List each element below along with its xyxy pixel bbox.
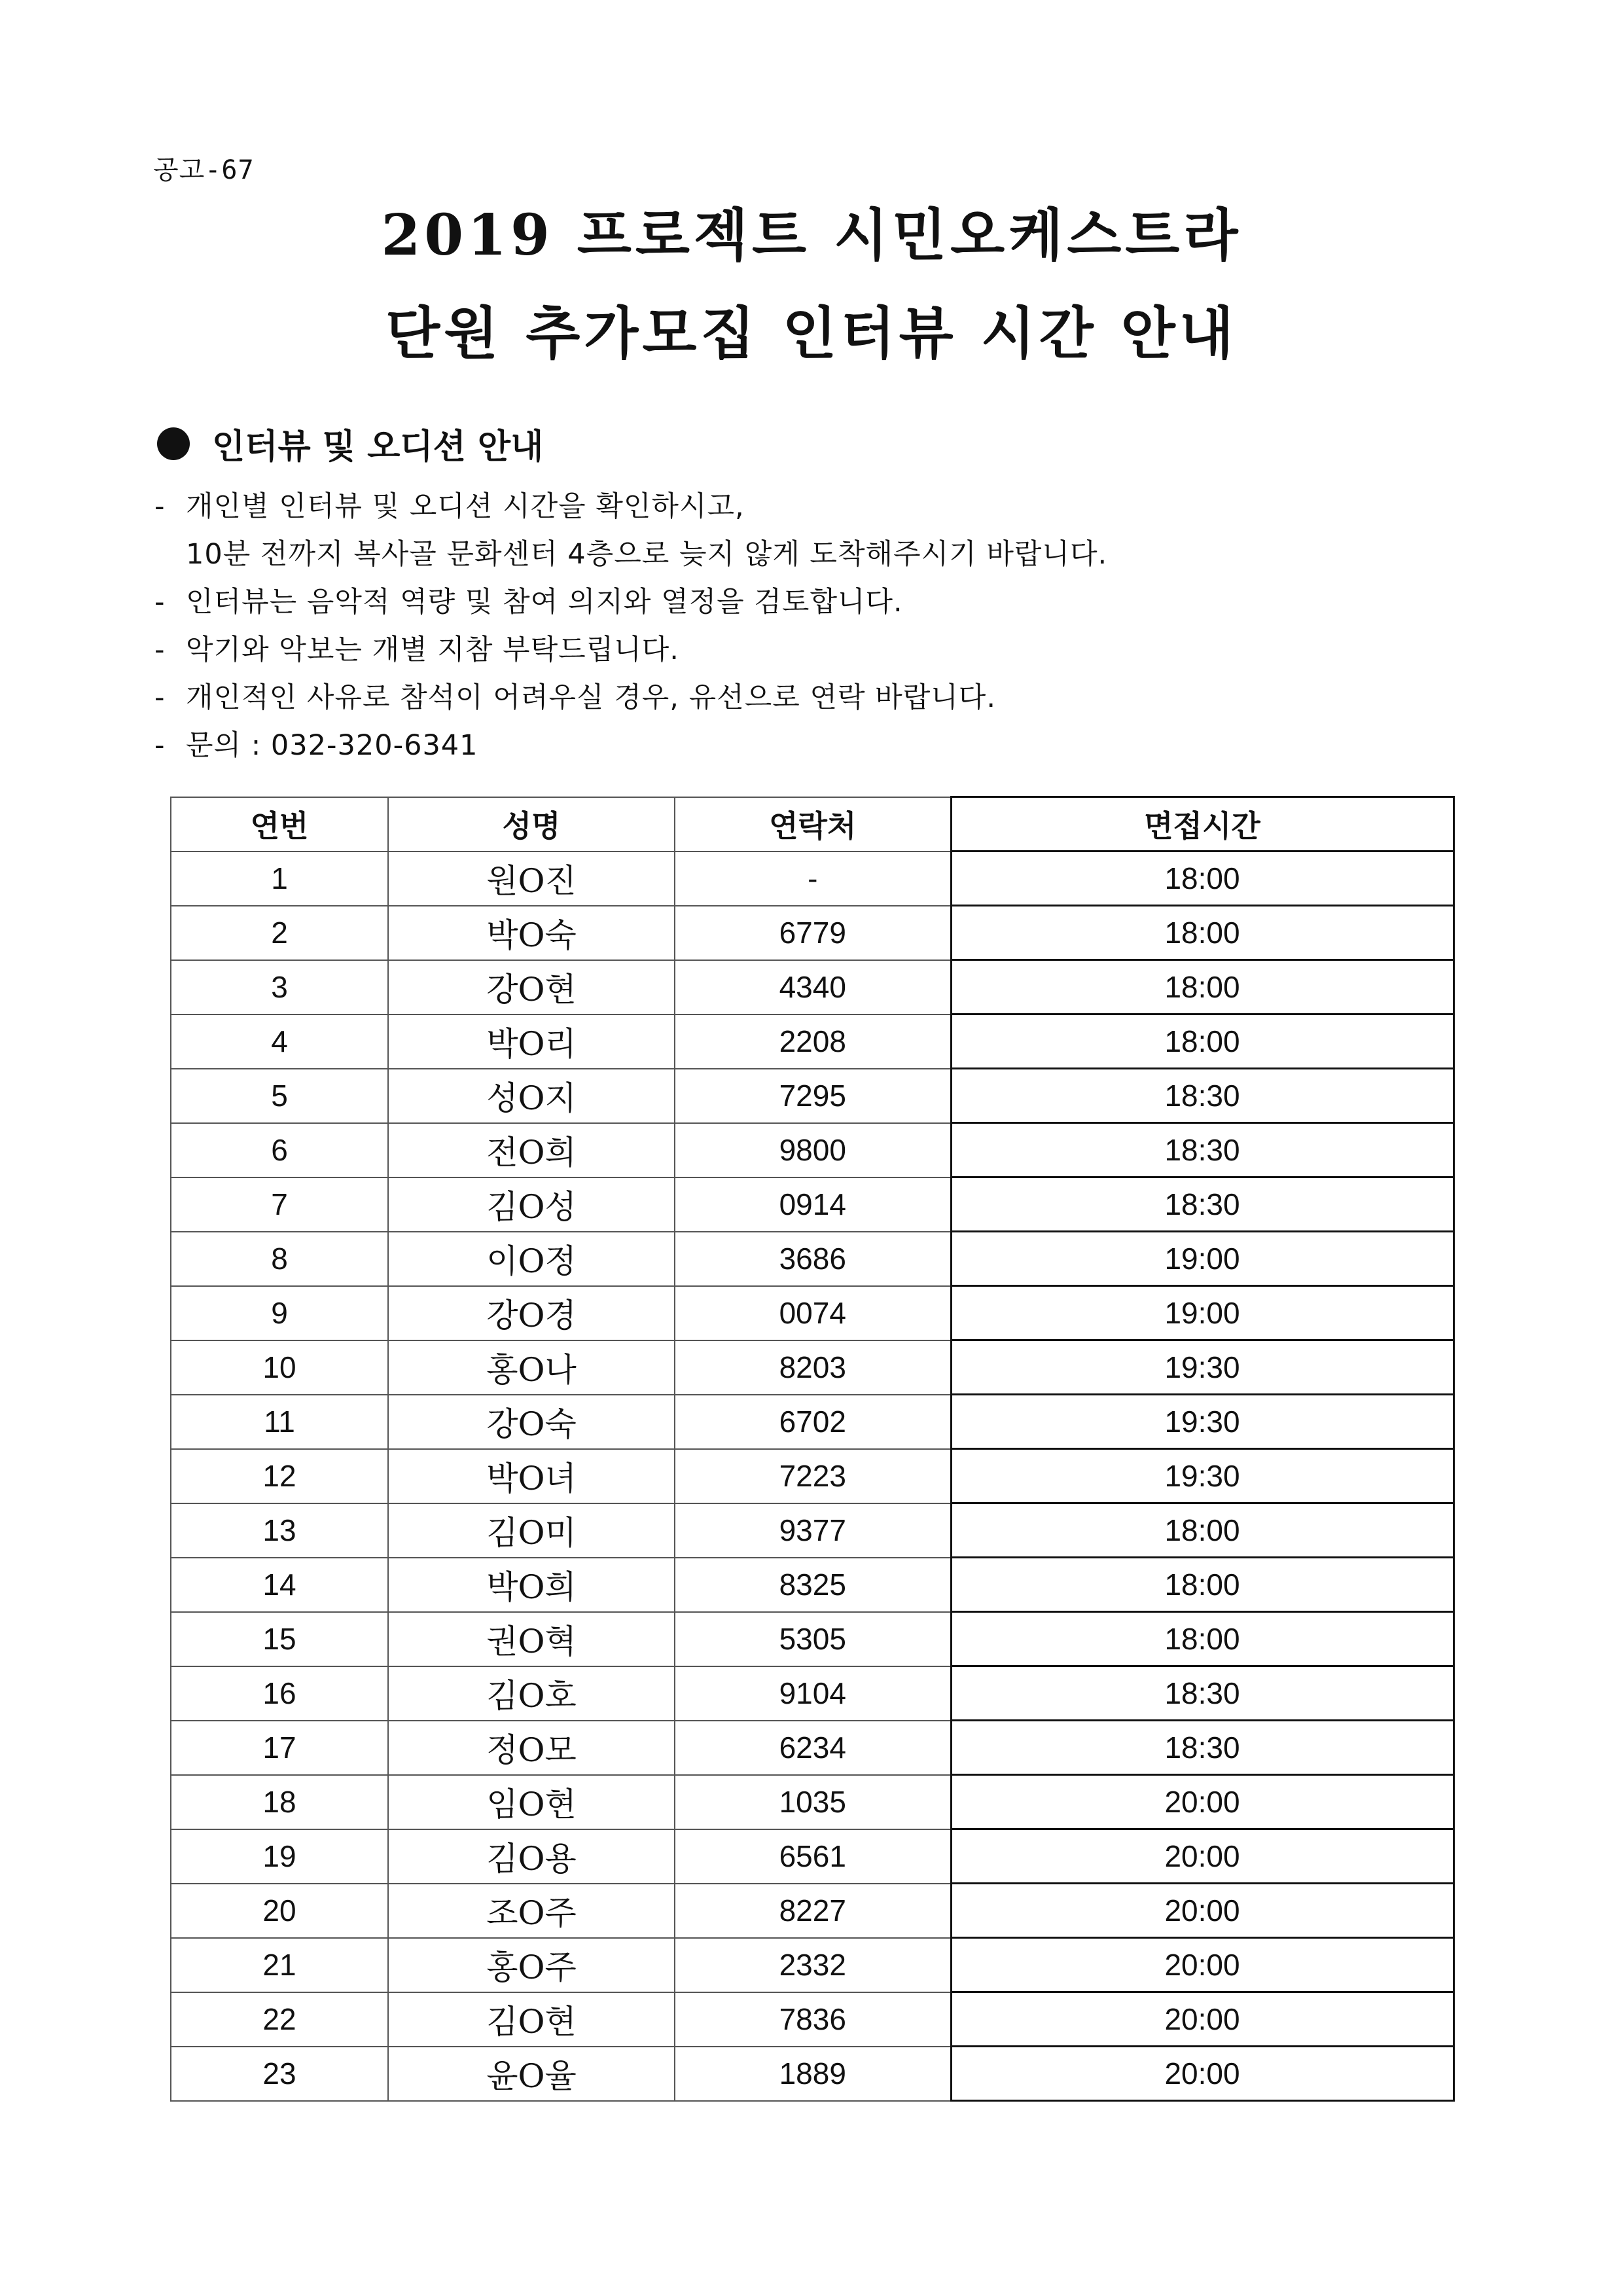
cell-contact: 8227 (675, 1884, 951, 1938)
table-row (171, 1123, 1454, 1177)
cell-contact: 2208 (675, 1014, 951, 1069)
cell-contact: 9377 (675, 1503, 951, 1558)
cell-contact: 0074 (675, 1286, 951, 1340)
cell-number: 20 (171, 1884, 388, 1938)
cell-name: 강O경 (388, 1286, 675, 1340)
table-row (171, 1721, 1454, 1775)
cell-number: 12 (171, 1449, 388, 1503)
cell-interview-time: 19:30 (951, 1395, 1454, 1449)
cell-number: 5 (171, 1069, 388, 1123)
cell-interview-time: 18:00 (951, 960, 1454, 1014)
dash-icon: - (154, 634, 166, 666)
cell-number: 18 (171, 1775, 388, 1829)
note-item-continuation: 10분 전까지 복사골 문화센터 4층으로 늦지 않게 도착해주시기 바랍니다. (186, 538, 1108, 571)
cell-name: 홍O나 (388, 1340, 675, 1395)
cell-name: 정O모 (388, 1721, 675, 1775)
cell-interview-time: 20:00 (951, 1992, 1454, 2047)
cell-number: 14 (171, 1558, 388, 1612)
table-row (171, 960, 1454, 1014)
cell-interview-time: 19:00 (951, 1232, 1454, 1286)
dash-icon: - (154, 729, 166, 762)
table-row (171, 1069, 1454, 1123)
cell-contact: 9800 (675, 1123, 951, 1177)
cell-number: 4 (171, 1014, 388, 1069)
cell-interview-time: 18:00 (951, 852, 1454, 906)
table-row (171, 1558, 1454, 1612)
cell-interview-time: 18:30 (951, 1721, 1454, 1775)
document-title-line-2: 단원 추가모집 인터뷰 시간 안내 (385, 300, 1238, 367)
cell-number: 7 (171, 1177, 388, 1232)
cell-interview-time: 18:00 (951, 906, 1454, 960)
cell-contact: 1035 (675, 1775, 951, 1829)
cell-name: 윤O율 (388, 2047, 675, 2101)
cell-interview-time: 20:00 (951, 1829, 1454, 1884)
table-row (171, 852, 1454, 906)
cell-contact: 6779 (675, 906, 951, 960)
header-interview-time: 면접시간 (951, 797, 1454, 852)
document-title-line-1: 2019 프로젝트 시민오케스트라 (381, 202, 1242, 268)
table-row (171, 1286, 1454, 1340)
cell-interview-time: 19:30 (951, 1449, 1454, 1503)
cell-number: 22 (171, 1992, 388, 2047)
cell-contact: 6234 (675, 1721, 951, 1775)
header-contact: 연락처 (675, 797, 951, 852)
cell-interview-time: 20:00 (951, 1775, 1454, 1829)
cell-name: 조O주 (388, 1884, 675, 1938)
cell-contact: 7223 (675, 1449, 951, 1503)
table-row (171, 1014, 1454, 1069)
cell-number: 8 (171, 1232, 388, 1286)
cell-number: 3 (171, 960, 388, 1014)
cell-interview-time: 18:30 (951, 1069, 1454, 1123)
cell-contact: 0914 (675, 1177, 951, 1232)
cell-number: 11 (171, 1395, 388, 1449)
table-row (171, 906, 1454, 960)
section-heading-text: 인터뷰 및 오디션 안내 (212, 427, 544, 467)
table-row (171, 2047, 1454, 2101)
notes-list (154, 483, 1463, 770)
cell-number: 17 (171, 1721, 388, 1775)
note-item: - 인터뷰는 음악적 역량 및 참여 의지와 열정을 검토합니다. (154, 579, 1463, 626)
note-item: - 악기와 악보는 개별 지참 부탁드립니다. (154, 626, 1463, 674)
cell-number: 23 (171, 2047, 388, 2101)
header-number: 연번 (171, 797, 388, 852)
table-row (171, 1938, 1454, 1992)
dash-icon: - (154, 681, 166, 714)
cell-name: 성O지 (388, 1069, 675, 1123)
cell-interview-time: 18:30 (951, 1666, 1454, 1721)
note-item: - 개인별 인터뷰 및 오디션 시간을 확인하시고, (154, 483, 1463, 531)
cell-contact: - (675, 852, 951, 906)
cell-name: 김O성 (388, 1177, 675, 1232)
header-name: 성명 (388, 797, 675, 852)
cell-name: 전O희 (388, 1123, 675, 1177)
note-item: - 문의 : 032-320-6341 (154, 722, 1463, 770)
cell-interview-time: 18:00 (951, 1503, 1454, 1558)
cell-name: 박O숙 (388, 906, 675, 960)
cell-number: 21 (171, 1938, 388, 1992)
cell-number: 16 (171, 1666, 388, 1721)
table-row (171, 1340, 1454, 1395)
cell-name: 강O현 (388, 960, 675, 1014)
cell-interview-time: 18:00 (951, 1014, 1454, 1069)
table-row (171, 1884, 1454, 1938)
cell-number: 19 (171, 1829, 388, 1884)
cell-contact: 1889 (675, 2047, 951, 2101)
cell-contact: 6561 (675, 1829, 951, 1884)
section-heading (157, 419, 543, 468)
cell-name: 김O호 (388, 1666, 675, 1721)
cell-contact: 3686 (675, 1232, 951, 1286)
filled-circle-icon (157, 427, 190, 460)
cell-name: 권O혁 (388, 1612, 675, 1666)
table-row (171, 1177, 1454, 1232)
cell-interview-time: 20:00 (951, 1938, 1454, 1992)
table-row (171, 1395, 1454, 1449)
cell-name: 김O현 (388, 1992, 675, 2047)
table-body (171, 852, 1454, 2101)
cell-name: 박O리 (388, 1014, 675, 1069)
cell-number: 6 (171, 1123, 388, 1177)
note-item: - 개인적인 사유로 참석이 어려우실 경우, 유선으로 연락 바랍니다. (154, 674, 1463, 722)
cell-contact: 7295 (675, 1069, 951, 1123)
cell-name: 이O정 (388, 1232, 675, 1286)
cell-interview-time: 18:00 (951, 1612, 1454, 1666)
table-row (171, 1612, 1454, 1666)
table-row (171, 1829, 1454, 1884)
cell-interview-time: 19:00 (951, 1286, 1454, 1340)
cell-number: 1 (171, 852, 388, 906)
cell-name: 박O희 (388, 1558, 675, 1612)
cell-name: 홍O주 (388, 1938, 675, 1992)
notice-number: 공고-67 (153, 155, 255, 185)
cell-interview-time: 18:30 (951, 1177, 1454, 1232)
cell-contact: 6702 (675, 1395, 951, 1449)
cell-contact: 2332 (675, 1938, 951, 1992)
table-row (171, 1666, 1454, 1721)
cell-name: 원O진 (388, 852, 675, 906)
cell-number: 13 (171, 1503, 388, 1558)
dash-icon: - (154, 586, 166, 619)
cell-interview-time: 18:00 (951, 1558, 1454, 1612)
cell-name: 김O미 (388, 1503, 675, 1558)
cell-interview-time: 18:30 (951, 1123, 1454, 1177)
cell-name: 임O현 (388, 1775, 675, 1829)
cell-name: 김O용 (388, 1829, 675, 1884)
cell-contact: 8325 (675, 1558, 951, 1612)
cell-interview-time: 19:30 (951, 1340, 1454, 1395)
table-row (171, 1449, 1454, 1503)
cell-number: 15 (171, 1612, 388, 1666)
table-row (171, 1992, 1454, 2047)
cell-number: 9 (171, 1286, 388, 1340)
cell-number: 2 (171, 906, 388, 960)
cell-interview-time: 20:00 (951, 1884, 1454, 1938)
cell-contact: 4340 (675, 960, 951, 1014)
table-row (171, 1232, 1454, 1286)
cell-contact: 5305 (675, 1612, 951, 1666)
cell-name: 박O녀 (388, 1449, 675, 1503)
dash-icon: - (154, 490, 166, 523)
table-row (171, 1503, 1454, 1558)
interview-schedule-table (170, 796, 1455, 2102)
table-row (171, 1775, 1454, 1829)
cell-contact: 7836 (675, 1992, 951, 2047)
cell-contact: 9104 (675, 1666, 951, 1721)
table-header-row (171, 797, 1454, 852)
cell-contact: 8203 (675, 1340, 951, 1395)
cell-interview-time: 20:00 (951, 2047, 1454, 2101)
cell-name: 강O숙 (388, 1395, 675, 1449)
cell-number: 10 (171, 1340, 388, 1395)
